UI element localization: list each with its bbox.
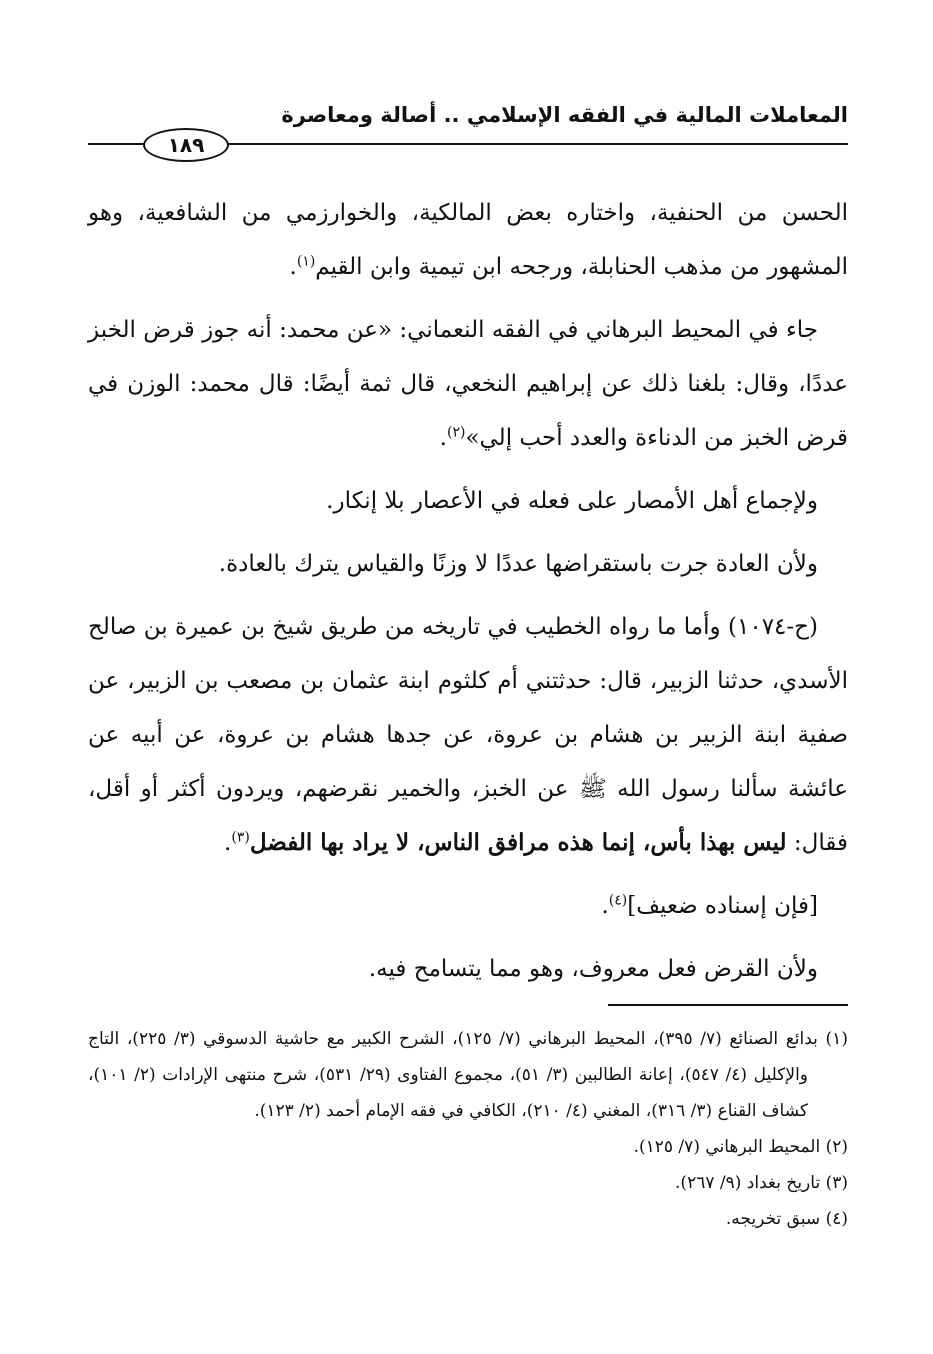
main-text: [88, 186, 848, 1005]
footnote-ref-4: (٤): [608, 892, 628, 909]
paragraph-2-end: .: [439, 425, 447, 451]
paragraph-2: [88, 303, 848, 465]
paragraph-3: ولإجماع أهل الأمصار على فعله في الأعصار بلا إنكار.: [326, 488, 818, 514]
footnote-ref-2: (٢): [446, 424, 466, 441]
footnote-ref-1: (١): [296, 253, 316, 270]
paragraph-5-text: (ح-١٠٧٤) وأما ما رواه الخطيب في تاريخه من طريق شيخ بن عميرة بن صالح الأسدي، حدثنا الزبير، قال: حدثتني أم كلثوم ابنة عثمان بن مصعب بن الزبير، عن صفية ابنة الزبير بن هشام بن عروة، عن جدها هشام بن عروة، عن أبيه عن عائشة سألنا رسول الله ﷺ عن الخبز، والخمير نقرضهم، ويردون أكثر أو أقل، فقال:: [88, 614, 848, 856]
footnote-separator: [608, 1004, 848, 1006]
paragraph-6: [88, 879, 848, 933]
paragraph-2-text: جاء في المحيط البرهاني في الفقه النعماني: «عن محمد: أنه جوز قرض الخبز عددًا، وقال: بلغنا ذلك عن إبراهيم النخعي، قال ثمة أيضًا: قال محمد: الوزن في قرض الخبز من الدناءة والعدد أحب إلي»: [88, 317, 848, 451]
paragraph-1-end: .: [289, 254, 297, 280]
footnote-4: (٤) سبق تخريجه.: [725, 1209, 848, 1229]
footnote-1: (١) بدائع الصنائع (٧/ ٣٩٥)، المحيط البرهاني (٧/ ١٢٥)، الشرح الكبير مع حاشية الدسوقي (٣/ ٢٢٥)، التاج والإكليل (٤/ ٥٤٧)، إعانة الطالبين (٣/ ٥١)، مجموع الفتاوى (٢٩/ ٥٣١)، شرح منتهى الإرادات (٢/ ١٠١)، كشاف القناع (٣/ ٣١٦)، المغني (٤/ ٢١٠)، الكافي في فقه الإمام أحمد (٢/ ١٢٣).: [88, 1029, 848, 1121]
paragraph-6-end: .: [601, 893, 609, 919]
running-header-title: المعاملات المالية في الفقه الإسلامي .. أصالة ومعاصرة: [281, 103, 848, 127]
paragraph-4: ولأن العادة جرت باستقراضها عددًا لا وزنًا والقياس يترك بالعادة.: [218, 551, 818, 577]
paragraph-6-text: [فإن إسناده ضعيف]: [627, 893, 818, 919]
footnote-2: (٢) المحيط البرهاني (٧/ ١٢٥).: [633, 1137, 848, 1157]
page-number: ١٨٩: [143, 128, 229, 162]
footnote-3: (٣) تاريخ بغداد (٩/ ٢٦٧).: [675, 1173, 848, 1193]
paragraph-5: [88, 600, 848, 870]
paragraph-1-text: الحسن من الحنفية، واختاره بعض المالكية، والخوارزمي من الشافعية، وهو المشهور من مذهب الحنابلة، ورجحه ابن تيمية وابن القيم: [88, 200, 848, 280]
paragraph-7: ولأن القرض فعل معروف، وهو مما يتسامح فيه.: [368, 956, 818, 982]
footnotes: [88, 1021, 848, 1237]
hadith-text-bold: ليس بهذا بأس، إنما هذه مرافق الناس، لا يراد بها الفضل: [249, 829, 787, 856]
footnote-ref-3: (٣): [231, 829, 250, 846]
paragraph-5-end: .: [224, 830, 232, 856]
paragraph-1: [88, 186, 848, 294]
